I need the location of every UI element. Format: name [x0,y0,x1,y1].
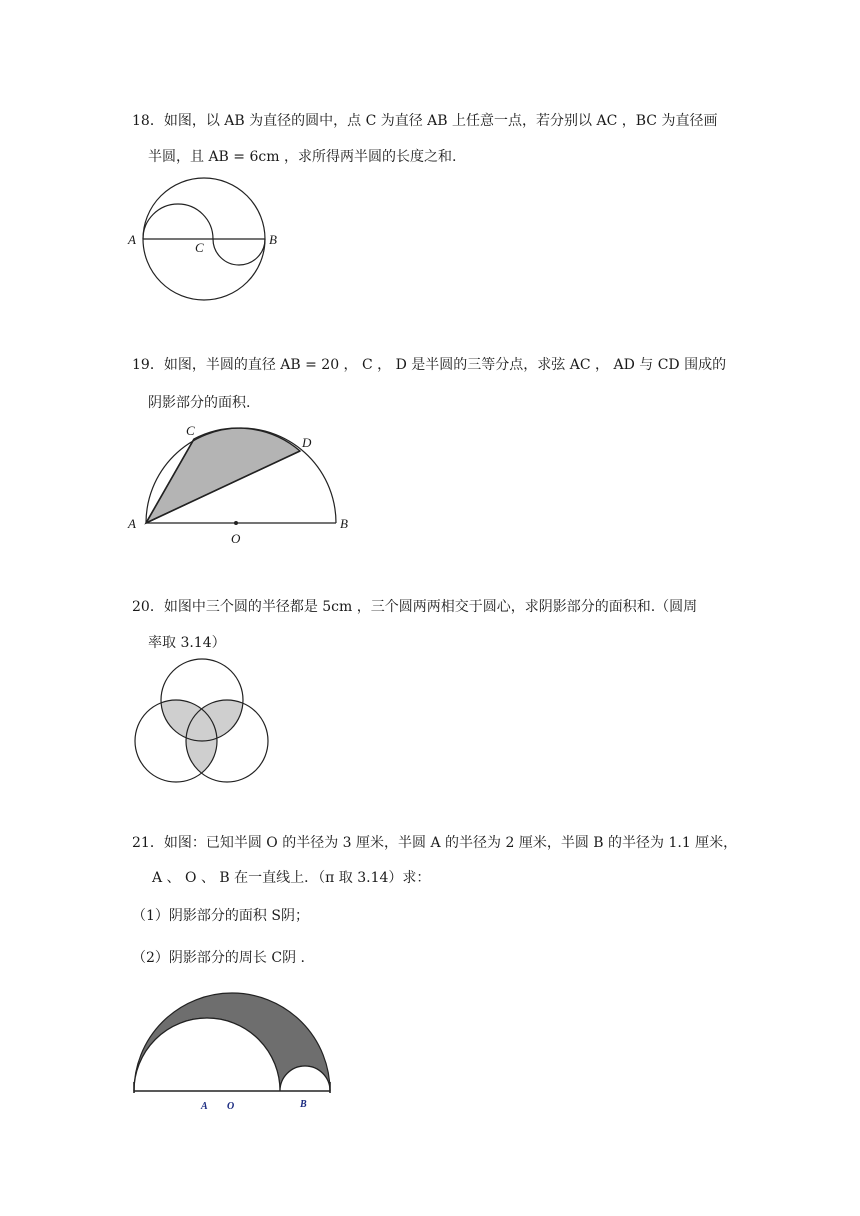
q20-text-line1: 20．如图中三个圆的半径都是 5cm ，三个圆两两相交于圆心，求阴影部分的面积和.（圆周 [132,599,698,615]
q21-label-o: O [227,1101,235,1112]
q19-shaded-region [146,428,300,523]
q19-label-a: A [128,516,136,531]
q18-label-c: C [195,240,204,255]
q18-text-line2: 半圆，且 AB = 6cm ，求所得两半圆的长度之和. [148,149,457,165]
q19-label-b: B [340,516,348,531]
q19-label-d: D [302,435,312,450]
q21-figure [128,990,348,1115]
q21-label-a: A [201,1101,208,1112]
q18-label-a: A [128,232,136,247]
q18-semicircle-ac [143,204,213,239]
q19-text-line2: 阴影部分的面积. [148,395,251,411]
q19-center-point [234,521,238,525]
q21-subquestion-1: （1）阴影部分的面积 S阴； [132,908,309,924]
q19-figure [126,420,366,550]
q18-figure [126,176,286,306]
q21-subquestion-2: （2）阴影部分的周长 C阴 . [132,950,305,966]
q18-semicircle-cb [213,239,265,265]
q21-text-line1: 21．如图：已知半圆 O 的半径为 3 厘米，半圆 A 的半径为 2 厘米，半圆 B 的半径为 1.1 厘米， [132,835,738,851]
q18-text-line1: 18．如图，以 AB 为直径的圆中，点 C 为直径 AB 上任意一点，若分别以 AC ，BC 为直径画 [132,113,718,129]
q19-label-c: C [186,423,195,438]
q20-figure [130,656,280,786]
q18-label-b: B [269,232,277,247]
q21-label-b: B [300,1099,307,1110]
q19-text-line1: 19．如图，半圆的直径 AB = 20 ， C ， D 是半圆的三等分点，求弦 AC ， AD 与 CD 围成的 [132,357,727,373]
q19-label-o: O [231,531,241,546]
q21-text-line2: A 、 O 、 B 在一直线上．（π 取 3.14）求： [152,870,431,886]
q20-text-line2: 率取 3.14） [148,635,226,651]
